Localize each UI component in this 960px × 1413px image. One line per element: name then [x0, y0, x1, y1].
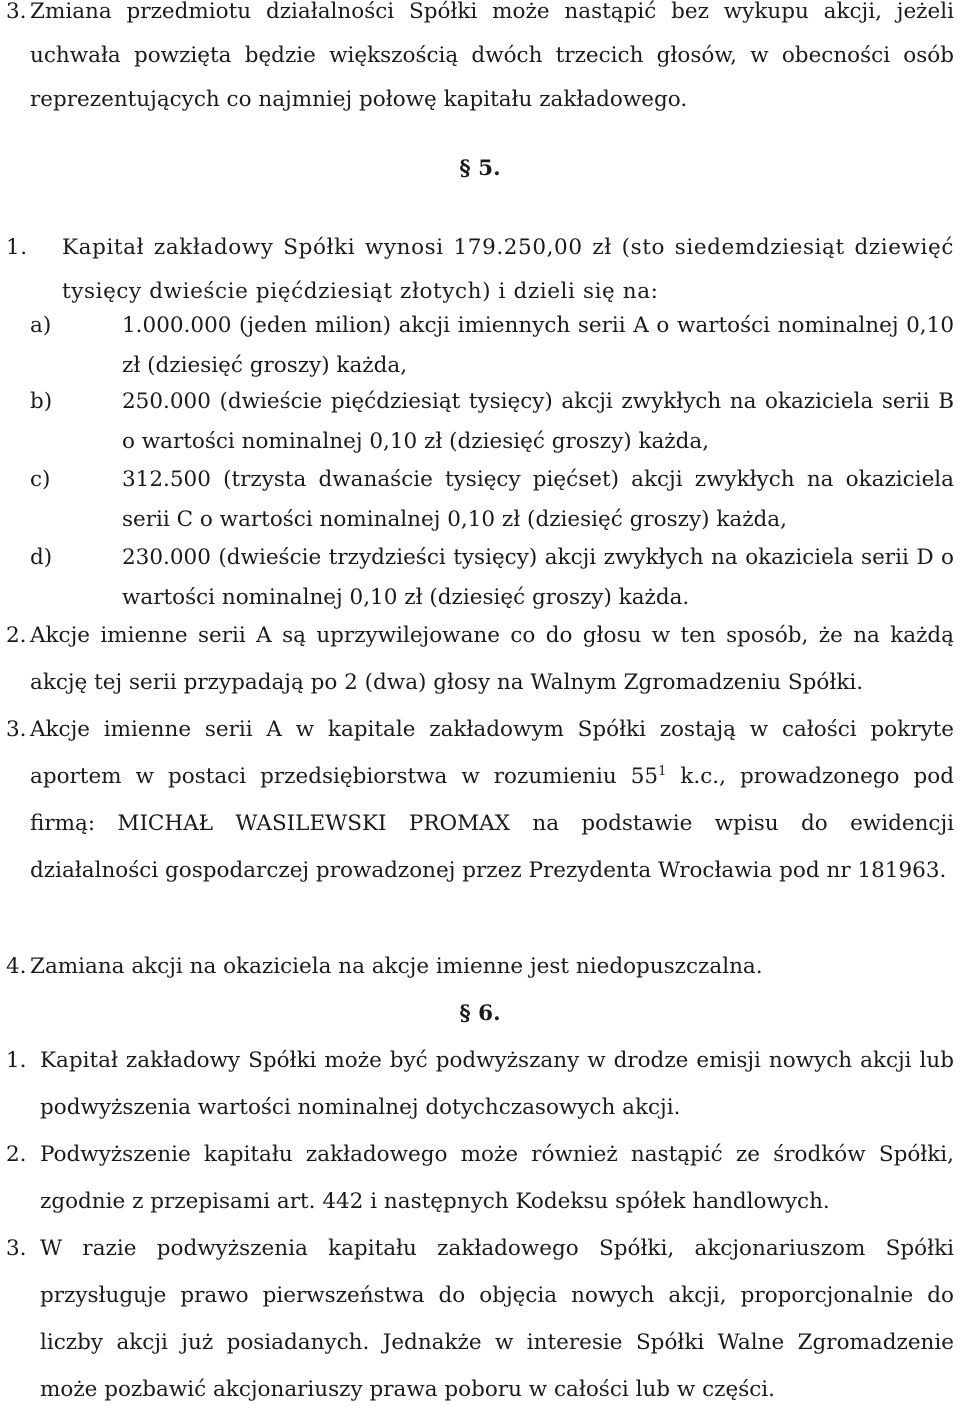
list-text: 312.500 (trzysta dwanaście tysięcy pięćset) akcji zwykłych na okaziciela serii C o wartości nominalnej 0,10 zł (dziesięć groszy) każda, — [122, 467, 954, 532]
paragraph-5-4 — [0, 943, 960, 990]
paragraph-text: W razie podwyższenia kapitału zakładowego Spółki, akcjonariuszom Spółki przysługuje prawo pierwszeństwa do objęcia nowych akcji, proporcjonalnie do liczby akcji już posiadanych. Jednakże w interesie Spółki Walne Zgromadzenie może pozbawić akcjonariuszy prawa poboru w całości lub w części. — [40, 1236, 954, 1402]
paragraph-number: 3. — [6, 717, 27, 742]
list-label: b) — [30, 389, 53, 414]
list-label: d) — [30, 545, 53, 570]
superscript: 1 — [658, 763, 667, 779]
list-item-d — [30, 538, 954, 618]
paragraph-number: 4. — [6, 954, 27, 979]
paragraph-text: Zmiana przedmiotu działalności Spółki może nastąpić bez wykupu akcji, jeżeli uchwała powzięta będzie większością dwóch trzecich głosów, w obecności osób reprezentujących co najmniej połowę kapitału zakładowego. — [30, 0, 954, 112]
list-text: 250.000 (dwieście pięćdziesiąt tysięcy) akcji zwykłych na okaziciela serii B o wartości nominalnej 0,10 zł (dziesięć groszy) każda, — [122, 389, 954, 454]
list-label: a) — [30, 313, 52, 338]
paragraph-number: 1. — [6, 235, 28, 260]
list-text: 230.000 (dwieście trzydzieści tysięcy) akcji zwykłych na okaziciela serii D o wartości nominalnej 0,10 zł (dziesięć groszy) każda. — [122, 545, 954, 610]
paragraph-number: 2. — [6, 1142, 27, 1167]
paragraph-text: Zamiana akcji na okaziciela na akcje imienne jest niedopuszczalna. — [30, 954, 763, 979]
paragraph-number: 3. — [6, 1236, 27, 1261]
paragraph-5-1 — [0, 226, 960, 314]
paragraph-text: Kapitał zakładowy Spółki wynosi 179.250,00 zł (sto siedemdziesiąt dziewięć tysięcy dwieście pięćdziesiąt złotych) i dzieli się na: — [62, 235, 954, 304]
paragraph-text: Akcje imienne serii A są uprzywilejowane co do głosu w ten sposób, że na każdą akcję tej serii przypadają po 2 (dwa) głosy na Walnym Zgromadzeniu Spółki. — [30, 623, 954, 695]
list-text: 1.000.000 (jeden milion) akcji imiennych serii A o wartości nominalnej 0,10 zł (dziesięć groszy) każda, — [122, 313, 954, 378]
paragraph-6-1 — [0, 1037, 960, 1131]
paragraph-5-3 — [0, 706, 960, 894]
paragraph-number: 1. — [6, 1048, 27, 1073]
list-item-a — [30, 306, 954, 386]
list-item-b — [30, 382, 954, 462]
paragraph-6-2 — [0, 1131, 960, 1225]
list-label: c) — [30, 467, 51, 492]
paragraph-text — [30, 706, 954, 894]
list-item-c — [30, 460, 954, 540]
text-segment: k.c., prowadzonego pod firmą: MICHAŁ WASILEWSKI PROMAX na podstawie wpisu do ewidencji działalności gospodarczej prowadzonej przez Prezydenta Wrocławia pod nr 181963. — [30, 764, 954, 883]
paragraph-number: 3. — [6, 0, 27, 24]
paragraph-6-3 — [0, 1225, 960, 1413]
section-heading-6: § 6. — [459, 1001, 501, 1026]
paragraph-text: Podwyższenie kapitału zakładowego może również nastąpić ze środków Spółki, zgodnie z przepisami art. 442 i następnych Kodeksu spółek handlowych. — [40, 1142, 954, 1214]
section-heading-5: § 5. — [459, 156, 501, 181]
paragraph-5-2 — [0, 612, 960, 706]
text-segment: Akcje imienne serii A w kapitale zakładowym Spółki zostają w całości pokryte aportem w postaci przedsiębiorstwa w rozumieniu 55 — [30, 717, 954, 789]
paragraph-number: 2. — [6, 623, 27, 648]
paragraph-4-3 — [0, 0, 960, 122]
paragraph-text: Kapitał zakładowy Spółki może być podwyższany w drodze emisji nowych akcji lub podwyższenia wartości nominalnej dotychczasowych akcji. — [40, 1048, 954, 1120]
